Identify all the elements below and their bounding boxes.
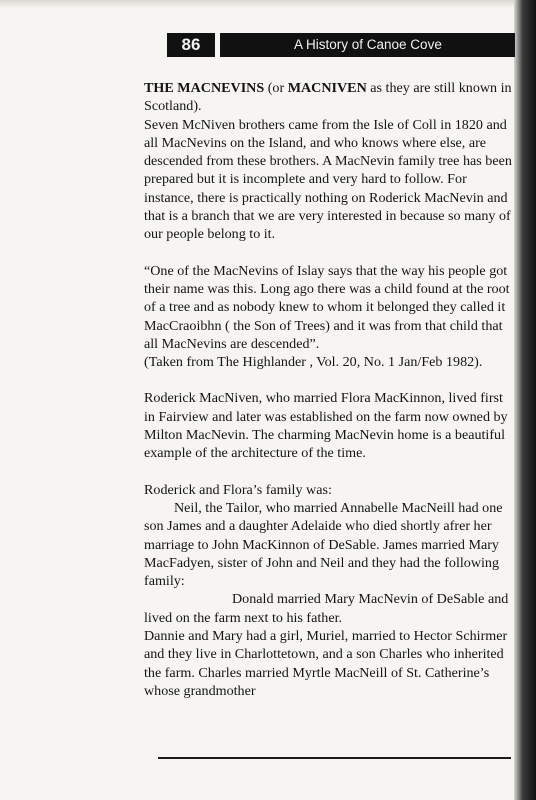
- page-body: [144, 79, 516, 700]
- heading-macniven: MACNIVEN: [287, 80, 367, 96]
- page-binding-edge: [514, 0, 536, 800]
- family-dannie: Dannie and Mary had a girl, Muriel, married to Hector Schirmer and they live in Charlottetown, and a son Charles who inherited the farm. Charles married Myrtle MacNeill of St. Catherine’s whose grandmother: [144, 628, 508, 699]
- heading-macnevins: THE MACNEVINS: [144, 80, 265, 96]
- paragraph-roderick: Roderick MacNiven, who married Flora MacKinnon, lived first in Fairview and later was established on the farm now owned by Milton MacNevin. The charming MacNevin home is a beautiful example of the architecture of the time.: [144, 390, 508, 462]
- paragraph-name-origin-quote: “One of the MacNevins of Islay says that the way his people got their name was this. Long ago there was a child found at the root of a tree and as nobody knew to whom it belonged they called it MacCraoibhn ( the Son of Trees) and it was from that child that all MacNevins are descended”.: [144, 262, 510, 352]
- page-top-edge: [0, 0, 536, 8]
- running-header: [167, 33, 515, 57]
- book-title: A History of Canoe Cove: [220, 33, 515, 57]
- quote-source: (Taken from The Highlander , Vol. 20, No. 1 Jan/Feb 1982).: [144, 354, 483, 371]
- paragraph-macnevins: THE MACNEVINS (or MACNIVEN as they are still known in Scotland).: [144, 80, 512, 115]
- family-intro: Roderick and Flora’s family was:: [144, 481, 332, 498]
- footer-rule: [158, 757, 511, 759]
- paragraph-seven-brothers: Seven McNiven brothers came from the Isle of Coll in 1820 and all MacNevins on the Island, and who knows where else, are descended from these brothers. A MacNevin family tree has been prepared but it is incomplete and very hard to follow. For instance, there is practically nothing on Roderick MacNevin and that is a branch that we are very interested in because so many of our people belong to it.: [144, 116, 512, 243]
- family-neil: Neil, the Tailor, who married Annabelle MacNeill had one son James and a daughter Adelaide who died shortly afrer her marriage to John MacKinnon of DeSable. James married Mary MacFadyen, sister of John and Neil and they had the following family:: [144, 499, 503, 590]
- page-number: 86: [167, 33, 215, 57]
- family-donald: Donald married Mary MacNevin of DeSable and lived on the farm next to his father.: [144, 591, 509, 626]
